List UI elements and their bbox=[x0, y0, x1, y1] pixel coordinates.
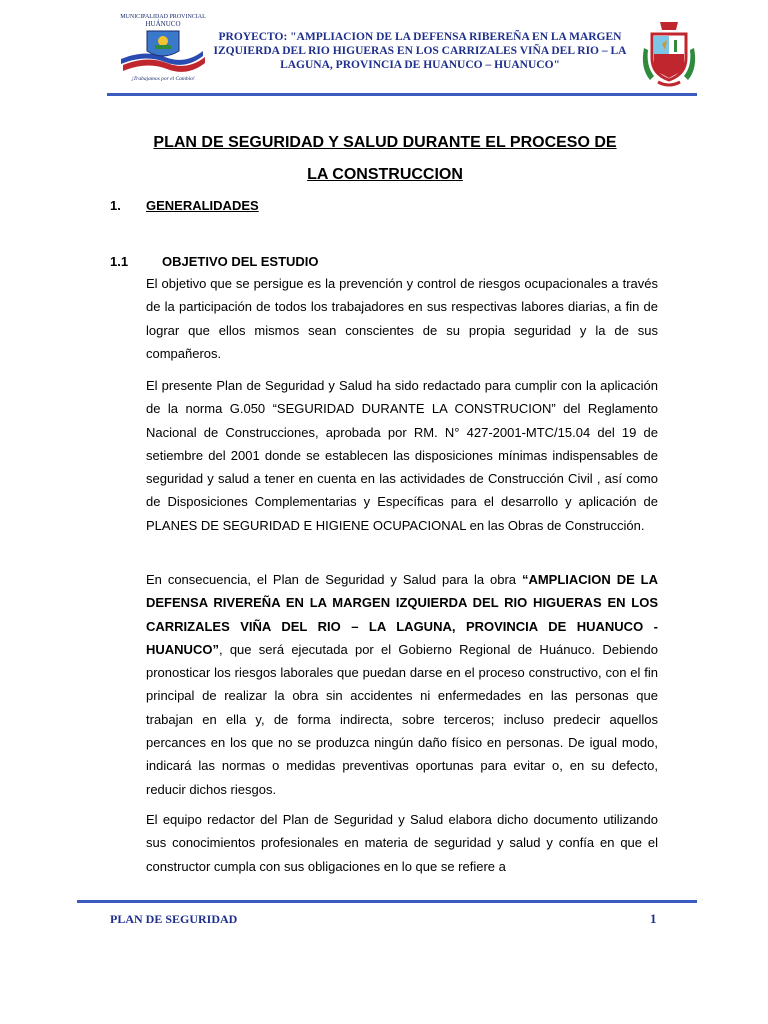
paragraph: El equipo redactor del Plan de Seguridad y Salud elabora dicho documento utilizando sus conocimientos profesionales en materia de seguridad y salud y confía en que el constructor cumpla con sus obligaciones en lo que se refiere a bbox=[146, 812, 658, 874]
municipality-emblem-icon bbox=[117, 27, 209, 77]
page-header bbox=[0, 0, 768, 84]
paragraph-rest: , que será ejecutada por el Gobierno Regional de Huánuco. Debiendo pronosticar los riesgos laborales que puedan darse en el proceso constructivo, con el fin principal de realizar la obra sin accidentes ni enfermedades en las personas que trabajan en ella y, de forma indirecta, sobre terceros; incluso predecir aquellos percances en los que no se produzca ningún daño físico en personas. De igual modo, indicará las normas o medidas preventivas oportunas para evitar o, en su defecto, reducir dichos riesgos. bbox=[146, 641, 658, 797]
subsection-title: OBJETIVO DEL ESTUDIO bbox=[162, 254, 319, 269]
footer-divider bbox=[77, 900, 697, 903]
paragraph: El objetivo que se persigue es la prevención y control de riesgos ocupacionales a través de la participación de todos los trabajadores en sus respectivas labores diarias, a fin de lograr que ellos mismos sean conscientes de su propia seguridad y la de sus compañeros. bbox=[146, 276, 658, 361]
footer-label: PLAN DE SEGURIDAD bbox=[110, 912, 238, 926]
subsection-number: 1.1 bbox=[110, 254, 129, 269]
paragraph bbox=[146, 568, 658, 801]
logo-name-line1: MUNICIPALIDAD PROVINCIAL bbox=[120, 14, 206, 20]
document-title-line2: LA CONSTRUCCION bbox=[307, 166, 463, 183]
project-title: PROYECTO: "AMPLIACION DE LA DEFENSA RIBEREÑA EN LA MARGEN IZQUIERDA DEL RIO HIGUERAS EN LOS CARRIZALES VIÑA DEL RIO – LA LAGUNA, PROVINCIA DE HUANUCO – HUANUCO" bbox=[213, 31, 627, 71]
logo-name-line2: HUÁNUCO bbox=[145, 20, 181, 28]
project-name-bold: “AMPLIACION DE LA DEFENSA RIVEREÑA EN LA MARGEN IZQUIERDA DEL RIO HIGUERAS EN LOS CARRIZALES VIÑA DEL RIO – LA LAGUNA, PROVINCIA DE HUANUCO - HUANUCO” bbox=[146, 572, 658, 657]
peru-coat-of-arms-icon bbox=[640, 18, 698, 90]
paragraph: El presente Plan de Seguridad y Salud ha sido redactado para cumplir con la aplicación de la norma G.050 “SEGURIDAD DURANTE LA CONSTRUCION” del Reglamento Nacional de Construcciones, aprobada por RM. N° 427-2001-MTC/15.04 del 19 de setiembre del 2001 donde se establecen las disposiciones mínimas indispensables de seguridad y salud a tener en cuenta en las actividades de Construcción Civil , así como de Disposiciones Complementarias y Específicas para el desarrollo y aplicación de PLANES DE SEGURIDAD E HIGIENE OCUPACIONAL en las Obras de Construcción. bbox=[146, 378, 658, 533]
document-title-line1: PLAN DE SEGURIDAD Y SALUD DURANTE EL PROCESO DE bbox=[153, 134, 617, 151]
section-title: GENERALIDADES bbox=[146, 198, 259, 213]
municipality-logo bbox=[117, 14, 209, 90]
section-number: 1. bbox=[110, 198, 121, 213]
logo-tagline: ¡Trabajamos por el Cambio! bbox=[131, 76, 195, 82]
document-title bbox=[100, 127, 670, 191]
header-divider bbox=[107, 93, 697, 96]
paragraph-lead: En consecuencia, el Plan de Seguridad y Salud para la obra bbox=[146, 572, 522, 587]
page-number: 1 bbox=[650, 911, 657, 926]
